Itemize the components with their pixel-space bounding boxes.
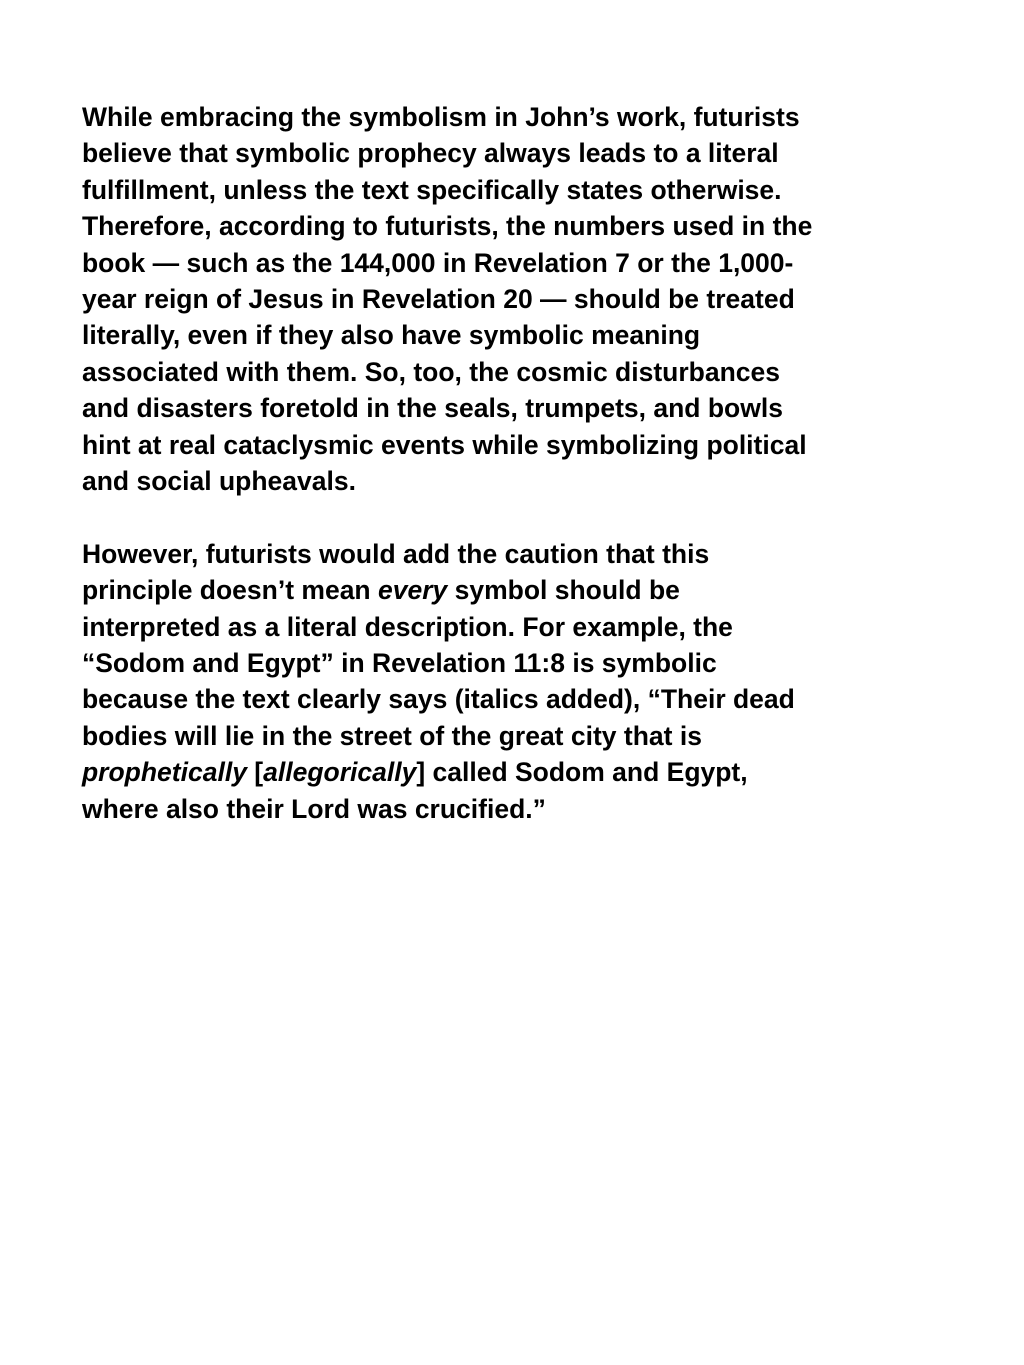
paragraph-futurist-literal-fulfillment [82,99,932,499]
text-line: book — such as the 144,000 in Revelation 7 or the 1,000- [82,247,794,278]
text-line: Therefore, according to futurists, the numbers used in the [82,211,813,242]
text-line: bodies will lie in the street of the great city that is [82,720,702,751]
text-line: interpreted as a literal description. For example, the [82,611,733,642]
italic-emphasis: allegorically [263,757,417,788]
text-line [82,572,932,608]
text-line: and social upheavals. [82,466,356,497]
text-line: While embracing the symbolism in John’s work, futurists [82,102,800,132]
italic-emphasis: prophetically [82,757,247,788]
text-line: associated with them. So, too, the cosmic disturbances [82,356,780,387]
text-line: hint at real cataclysmic events while symbolizing political [82,429,807,460]
paragraph-spacer [82,499,932,535]
text-line: “Sodom and Egypt” in Revelation 11:8 is symbolic [82,648,717,679]
text-run: principle doesn’t mean [82,575,378,606]
paragraph-futurist-caution [82,536,932,827]
text-line: believe that symbolic prophecy always leads to a literal [82,138,779,169]
text-line: year reign of Jesus in Revelation 20 — should be treated [82,284,795,315]
text-line: because the text clearly says (italics added), “Their dead [82,684,795,715]
text-run: ] called Sodom and Egypt, [416,757,748,788]
text-line: However, futurists would add the caution that this [82,538,710,569]
text-line: where also their Lord was crucified.” [82,793,546,824]
text-line: literally, even if they also have symbolic meaning [82,320,701,351]
italic-emphasis: every [377,575,448,606]
text-run: [ [246,757,264,788]
text-line: and disasters foretold in the seals, trumpets, and bowls [82,393,783,424]
text-run: symbol should be [447,575,680,606]
document-page [82,99,932,827]
text-line: fulfillment, unless the text specifically states otherwise. [82,174,782,205]
text-line [82,754,932,790]
